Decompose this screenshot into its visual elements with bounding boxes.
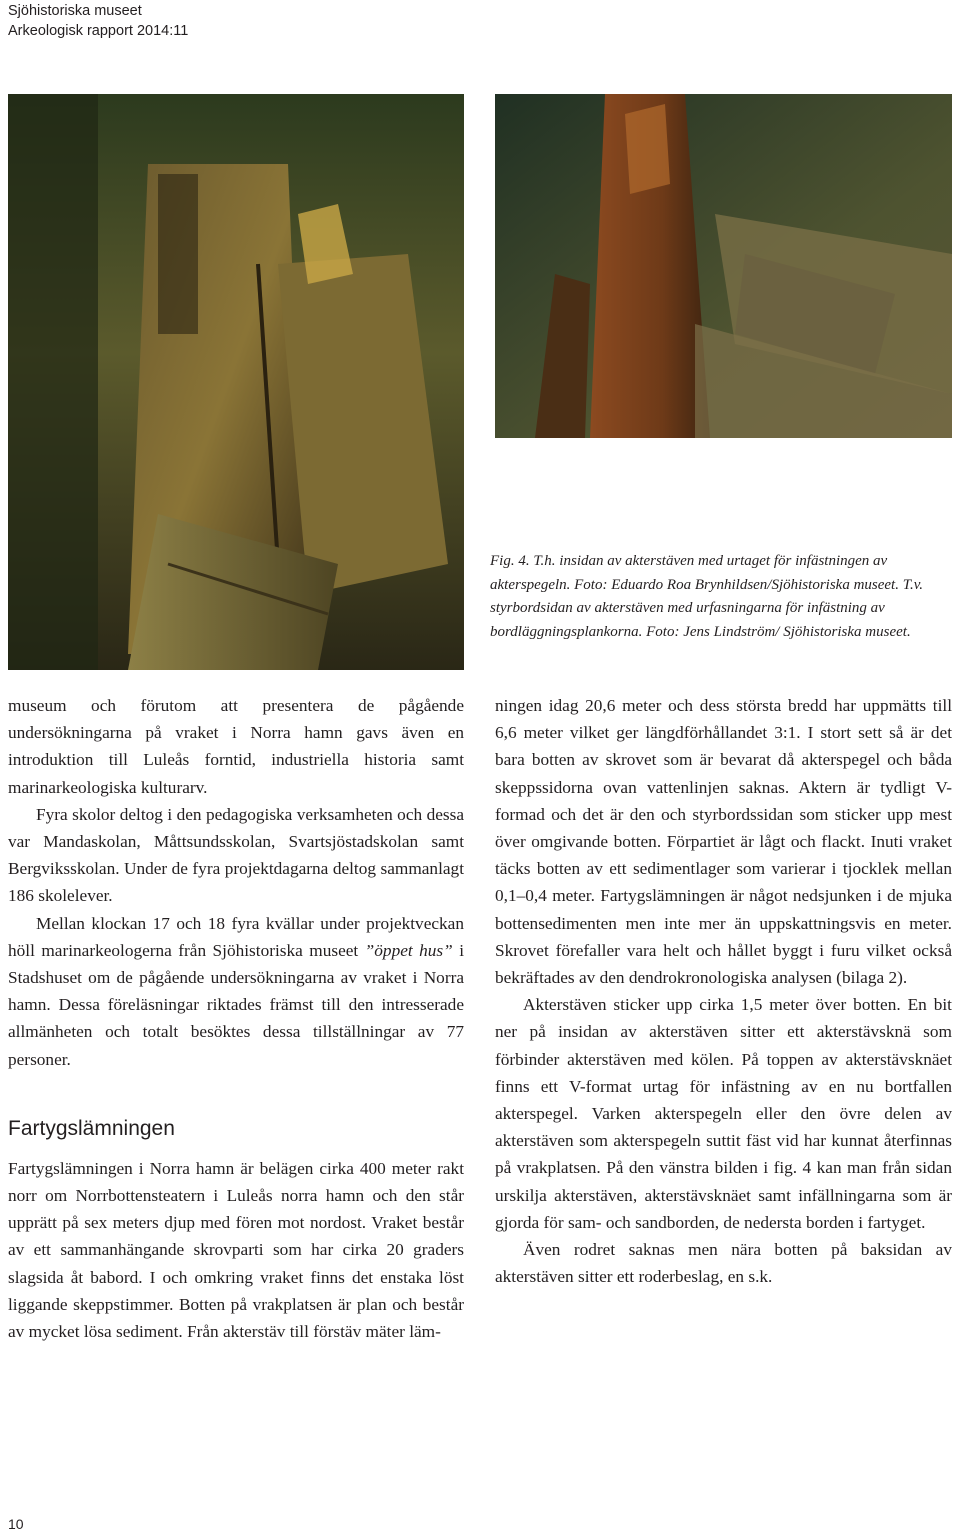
paragraph-text: i Stadshuset om de pågående undersökningarna av vraket i Norra hamn. Dessa föreläsningar riktades främst till den intresserade allmänheten och totalt besöktes dessa tillställningar av 77 personer.	[8, 940, 465, 1069]
photo-stern-inside	[495, 94, 952, 438]
paragraph: ningen idag 20,6 meter och dess största bredd har uppmätts till 6,6 meter vilket ger längdförhållandet 3:1. I stort sett så är det bara botten av skrovet som är bevarat då akterspegel och båda skeppssidorna ovan vattenlinjen saknas. Aktern är tydligt V-formad och det är den och styrbordssidan som sticker upp mest över omgivande botten. Förpartiet är lågt och flackt. Inuti vraket täcks botten av ett sedimentlager som varierar i tjocklek mellan 0,1–0,4 meter. Fartygslämningen är något nedsjunken i de mjuka bottensedimenten men inte mer än uppskattningsvis en meter. Skrovet förefaller vara helt och hållet byggt i furu vilket också bekräftades av den dendrokronologiska analysen (bilaga 2).	[495, 696, 952, 988]
paragraph: Fyra skolor deltog i den pedagogiska verksamheten och dessa var Mandaskolan, Måttsundsskolan, Svartsjöstadskolan samt Bergviksskolan. Under de fyra projektdagarna deltog sammanlagt 186 skolelever.	[8, 804, 464, 906]
paragraph-text: Mellan klockan 17 och 18 fyra kvällar under projektveckan höll marinarkeologerna från Sjöhistoriska museet	[8, 913, 464, 960]
left-text-column	[8, 692, 464, 1345]
section-heading: Fartygslämningen	[8, 1116, 175, 1140]
paragraph	[8, 910, 464, 1073]
paragraph: museum och förutom att presentera de pågående undersökningarna på vraket i Norra hamn gavs även en introduktion till Luleås forntid, industriella historia samt marinarkeologiska kulturarv.	[8, 696, 464, 797]
page-number: 10	[8, 1516, 24, 1532]
paragraph: Fartygslämningen i Norra hamn är belägen cirka 400 meter rakt norr om Norrbottensteatern i Luleås norra hamn och den står upprätt på sex meters djup med fören mot nordost. Vraket består av ett sammanhängande skrovparti som har cirka 20 graders slagsida åt babord. I och omkring vraket finns det enstaka löst liggande skeppstimmer. Botten på vrakplatsen är plan och består av mycket lösa sediment. Från akterstäv till förstäv mäter läm-	[8, 1158, 464, 1342]
emphasis-text: ”öppet hus”	[364, 940, 453, 960]
paragraph: Akterstäven sticker upp cirka 1,5 meter över botten. En bit ner på insidan av akterstäven sitter ett akterstävsknä som förbinder akterstäven med kölen. På toppen av akterstävsknäet finns ett V-format urtag för infästning av en nu bortfallen akterspegel. Varken akterspegeln eller den övre delen av akterstäven som akterspegeln suttit fäst vid har kunnat återfinnas på vrakplatsen. På den vänstra bilden i fig. 4 kan man från sidan urskilja akterstäven, akterstävsknäet samt infällningarna som är gjorda för sam- och sandborden, de nedersta borden i fartyget.	[495, 995, 952, 1232]
paragraph: Även rodret saknas men nära botten på baksidan av akterstäven sitter ett roderbeslag, en s.k.	[495, 1240, 952, 1287]
right-text-column	[495, 692, 952, 1290]
photo-stern-starboard-side	[8, 94, 464, 670]
figure-caption: Fig. 4. T.h. insidan av akterstäven med urtaget för infästningen av akterspegeln. Foto: Eduardo Roa Brynhildsen/Sjöhistoriska museet. T.v. styrbordsidan av akterstäven med urfasningarna för infästning av bordläggningsplankorna. Foto: Jens Lindström/ Sjöhistoriska museet.	[490, 553, 923, 640]
header-report-number: Arkeologisk rapport 2014:11	[8, 23, 189, 39]
running-header	[8, 1, 188, 41]
header-publisher: Sjöhistoriska museet	[8, 3, 142, 19]
